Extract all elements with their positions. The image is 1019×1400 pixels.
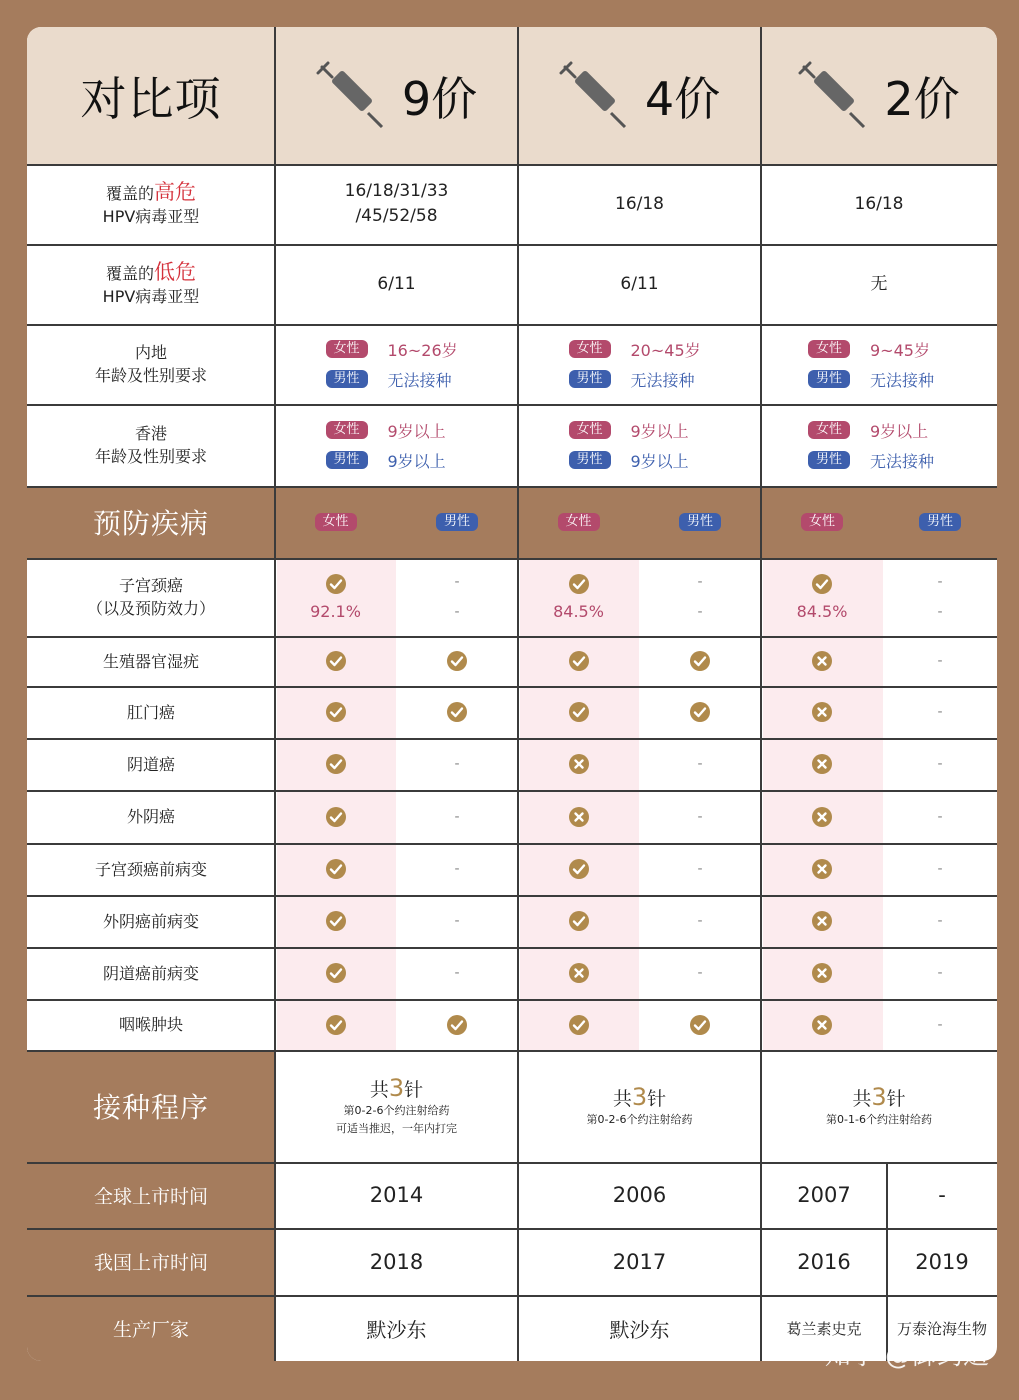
dose-count bbox=[370, 1074, 423, 1102]
check-icon bbox=[326, 859, 346, 879]
dose-suffix: 针 bbox=[886, 1088, 906, 1110]
cross-icon bbox=[812, 702, 832, 722]
header-col-label: 2价 bbox=[884, 71, 960, 126]
disease-mark bbox=[518, 999, 639, 1050]
label-line: 年龄及性别要求 bbox=[94, 447, 207, 466]
female-badge: 女性 bbox=[315, 513, 357, 531]
disease-mark bbox=[883, 790, 997, 843]
dash: - bbox=[937, 965, 943, 981]
divider bbox=[27, 895, 997, 897]
divider bbox=[27, 1228, 997, 1230]
high-risk-2: 16/18 bbox=[854, 193, 904, 214]
check-icon bbox=[690, 702, 710, 722]
dose-number: 3 bbox=[631, 1083, 648, 1111]
female-badge: 女性 bbox=[569, 421, 611, 439]
female-req: 9岁以上 bbox=[630, 421, 689, 441]
manufacturer-2a: 葛兰素史克 bbox=[786, 1319, 862, 1338]
disease-mark bbox=[761, 999, 883, 1050]
male-req: 无法接种 bbox=[387, 370, 452, 390]
china-launch-row bbox=[27, 1228, 997, 1295]
prevention-band bbox=[27, 486, 997, 558]
male-badge: 男性 bbox=[326, 451, 368, 469]
disease-mark bbox=[639, 790, 761, 843]
hongkong-row bbox=[27, 404, 997, 486]
schedule-note: 可适当推迟，一年内打完 bbox=[336, 1122, 457, 1135]
syringe-icon bbox=[559, 61, 629, 131]
divider bbox=[27, 404, 997, 406]
cervical-row bbox=[27, 558, 997, 636]
check-icon bbox=[447, 651, 467, 671]
cervical-9-f bbox=[275, 558, 396, 636]
disease-mark bbox=[761, 738, 883, 790]
hongkong-4 bbox=[518, 404, 761, 486]
dose-prefix: 共 bbox=[852, 1088, 872, 1110]
global-launch-label: 全球上市时间 bbox=[27, 1162, 275, 1228]
high-risk-4: 16/18 bbox=[615, 193, 664, 214]
header-row bbox=[27, 27, 997, 164]
divider bbox=[27, 843, 997, 845]
check-icon bbox=[569, 651, 589, 671]
value-line: 16/18/31/33 bbox=[344, 181, 449, 201]
dash: - bbox=[454, 756, 460, 772]
disease-mark bbox=[275, 999, 396, 1050]
schedule-title-cell bbox=[27, 1050, 275, 1162]
male-badge: 男性 bbox=[808, 451, 850, 469]
male-badge: 男性 bbox=[679, 513, 721, 531]
divider bbox=[27, 636, 997, 638]
divider bbox=[27, 486, 997, 488]
cross-icon bbox=[569, 807, 589, 827]
disease-row bbox=[27, 999, 997, 1050]
check-icon bbox=[812, 574, 832, 594]
low-risk-row bbox=[27, 244, 997, 324]
cervical-4-m bbox=[639, 558, 761, 636]
label-line: 内地 bbox=[134, 343, 167, 362]
divider bbox=[27, 558, 997, 560]
dash: - bbox=[697, 604, 703, 620]
male-req: 无法接种 bbox=[870, 370, 935, 390]
check-icon bbox=[569, 574, 589, 594]
col-female-4 bbox=[518, 486, 639, 558]
disease-mark bbox=[396, 999, 518, 1050]
cross-icon bbox=[812, 963, 832, 983]
male-req: 无法接种 bbox=[630, 370, 695, 390]
dash: - bbox=[937, 913, 943, 929]
dash: - bbox=[454, 604, 460, 620]
divider bbox=[27, 1162, 997, 1164]
manufacturer-2b: 万泰沧海生物 bbox=[896, 1319, 987, 1338]
check-icon bbox=[326, 1015, 346, 1035]
female-badge: 女性 bbox=[326, 421, 368, 439]
low-risk-4: 6/11 bbox=[620, 273, 659, 294]
disease-label: 咽喉肿块 bbox=[118, 1015, 183, 1034]
divider bbox=[27, 999, 997, 1001]
disease-mark bbox=[518, 790, 639, 843]
female-badge: 女性 bbox=[326, 340, 368, 358]
col-male-2 bbox=[883, 486, 997, 558]
disease-mark bbox=[883, 947, 997, 999]
check-icon bbox=[326, 807, 346, 827]
disease-mark bbox=[639, 636, 761, 686]
dash: - bbox=[454, 808, 460, 825]
disease-row bbox=[27, 686, 997, 738]
female-badge: 女性 bbox=[558, 513, 600, 531]
label-line: 年龄及性别要求 bbox=[94, 366, 207, 385]
divider bbox=[27, 947, 997, 949]
disease-mark bbox=[761, 790, 883, 843]
check-icon bbox=[326, 702, 346, 722]
male-badge: 男性 bbox=[919, 513, 961, 531]
disease-mark bbox=[518, 895, 639, 947]
divider bbox=[27, 324, 997, 326]
divider bbox=[760, 27, 762, 1361]
disease-mark bbox=[761, 636, 883, 686]
disease-label: 阴道癌 bbox=[126, 754, 175, 774]
disease-row bbox=[27, 895, 997, 947]
divider bbox=[27, 790, 997, 792]
cervical-9-m bbox=[396, 558, 518, 636]
value-line: /45/52/58 bbox=[355, 206, 438, 226]
female-req: 9岁以上 bbox=[387, 421, 446, 441]
cross-icon bbox=[812, 651, 832, 671]
efficacy-value: 84.5% bbox=[553, 601, 604, 621]
high-risk-label bbox=[27, 164, 275, 244]
disease-mark bbox=[518, 636, 639, 686]
efficacy-value: 84.5% bbox=[796, 601, 848, 621]
high-risk-em: 高危 bbox=[154, 179, 196, 204]
male-req: 无法接种 bbox=[870, 451, 935, 471]
schedule-sub: 第0-2-6个约注射给药 bbox=[343, 1104, 450, 1117]
dash: - bbox=[697, 965, 703, 981]
disease-mark bbox=[639, 738, 761, 790]
dash: - bbox=[454, 574, 460, 590]
male-badge: 男性 bbox=[808, 370, 850, 388]
china-launch-2a: 2016 bbox=[797, 1249, 851, 1274]
disease-mark bbox=[883, 895, 997, 947]
female-badge: 女性 bbox=[808, 340, 850, 358]
col-male-4 bbox=[639, 486, 761, 558]
disease-mark bbox=[639, 843, 761, 895]
high-risk-row bbox=[27, 164, 997, 244]
schedule-row bbox=[27, 1050, 997, 1162]
disease-mark bbox=[761, 947, 883, 999]
divider bbox=[27, 244, 997, 246]
male-req: 9岁以上 bbox=[387, 451, 446, 471]
cross-icon bbox=[569, 754, 589, 774]
cervical-label bbox=[27, 558, 275, 636]
divider bbox=[517, 27, 519, 1361]
divider bbox=[27, 164, 997, 166]
manufacturer-4: 默沙东 bbox=[609, 1317, 670, 1342]
col-male-9 bbox=[396, 486, 518, 558]
schedule-sub: 第0-2-6个约注射给药 bbox=[586, 1113, 693, 1126]
disease-label: 外阴癌 bbox=[126, 807, 175, 826]
cross-icon bbox=[812, 911, 832, 931]
schedule-sub: 第0-1-6个约注射给药 bbox=[826, 1113, 932, 1126]
low-risk-label bbox=[27, 244, 275, 324]
dose-number: 3 bbox=[871, 1083, 887, 1111]
disease-mark bbox=[396, 738, 518, 790]
dash: - bbox=[454, 861, 460, 877]
global-launch-2a: 2007 bbox=[797, 1183, 851, 1207]
cross-icon bbox=[812, 807, 832, 827]
disease-mark bbox=[396, 686, 518, 738]
disease-label: 生殖器官湿疣 bbox=[102, 651, 199, 671]
dash: - bbox=[697, 913, 703, 929]
dash: - bbox=[937, 861, 943, 877]
check-icon bbox=[569, 911, 589, 931]
dose-number: 3 bbox=[388, 1074, 405, 1102]
watermark: 知乎 @御约道 bbox=[824, 1341, 989, 1371]
comparison-table bbox=[27, 27, 997, 1361]
hongkong-9 bbox=[275, 404, 518, 486]
label-line: 香港 bbox=[134, 424, 167, 443]
disease-mark bbox=[639, 686, 761, 738]
check-icon bbox=[326, 651, 346, 671]
disease-mark bbox=[275, 636, 396, 686]
prevention-title-cell bbox=[27, 486, 275, 558]
label-suffix: HPV病毒亚型 bbox=[102, 286, 200, 306]
label-suffix: HPV病毒亚型 bbox=[102, 206, 200, 226]
disease-mark bbox=[883, 636, 997, 686]
check-icon bbox=[690, 1015, 710, 1035]
disease-mark bbox=[761, 843, 883, 895]
dash: - bbox=[937, 756, 943, 772]
female-badge: 女性 bbox=[808, 421, 850, 439]
disease-mark bbox=[275, 790, 396, 843]
check-icon bbox=[447, 702, 467, 722]
disease-mark bbox=[761, 895, 883, 947]
label-line: 子宫颈癌 bbox=[118, 576, 183, 595]
mainland-4 bbox=[518, 324, 761, 404]
dose-prefix: 共 bbox=[612, 1088, 632, 1110]
disease-mark bbox=[275, 843, 396, 895]
dash: - bbox=[937, 1016, 943, 1033]
dash: - bbox=[697, 756, 703, 772]
disease-mark bbox=[883, 738, 997, 790]
disease-mark bbox=[275, 895, 396, 947]
manufacturer-label: 生产厂家 bbox=[27, 1295, 275, 1361]
schedule-4 bbox=[518, 1050, 761, 1162]
check-icon bbox=[326, 911, 346, 931]
divider bbox=[27, 686, 997, 688]
hongkong-2 bbox=[761, 404, 997, 486]
disease-mark bbox=[639, 895, 761, 947]
prevention-title: 预防疾病 bbox=[92, 507, 209, 540]
col-female-9 bbox=[275, 486, 396, 558]
dash: - bbox=[937, 604, 943, 620]
check-icon bbox=[326, 754, 346, 774]
mainland-9 bbox=[275, 324, 518, 404]
divider bbox=[886, 1162, 888, 1361]
male-badge: 男性 bbox=[569, 370, 611, 388]
disease-mark bbox=[518, 843, 639, 895]
male-req: 9岁以上 bbox=[630, 451, 689, 471]
disease-mark bbox=[396, 843, 518, 895]
high-risk-9 bbox=[275, 164, 518, 244]
dose-count bbox=[852, 1083, 905, 1111]
disease-mark bbox=[639, 999, 761, 1050]
syringe-icon bbox=[316, 61, 386, 131]
dash: - bbox=[454, 913, 460, 929]
dash: - bbox=[697, 574, 703, 590]
dash: - bbox=[697, 808, 703, 825]
divider bbox=[27, 738, 997, 740]
china-launch-9: 2018 bbox=[369, 1249, 424, 1274]
cross-icon bbox=[812, 859, 832, 879]
cross-icon bbox=[812, 754, 832, 774]
dash: - bbox=[937, 704, 943, 720]
header-col-9 bbox=[275, 27, 518, 164]
disease-mark bbox=[396, 636, 518, 686]
cervical-2-m bbox=[883, 558, 997, 636]
check-icon bbox=[569, 702, 589, 722]
dash: - bbox=[697, 861, 703, 877]
disease-mark bbox=[883, 843, 997, 895]
china-launch-4: 2017 bbox=[612, 1249, 667, 1274]
male-badge: 男性 bbox=[569, 451, 611, 469]
disease-label: 阴道癌前病变 bbox=[102, 963, 199, 983]
disease-label: 子宫颈癌前病变 bbox=[94, 859, 207, 879]
disease-mark bbox=[396, 790, 518, 843]
divider bbox=[27, 1050, 997, 1052]
dash: - bbox=[937, 574, 943, 590]
col-female-2 bbox=[761, 486, 883, 558]
dash: - bbox=[454, 965, 460, 981]
check-icon bbox=[569, 1015, 589, 1035]
disease-label: 外阴癌前病变 bbox=[102, 911, 199, 931]
low-risk-2: 无 bbox=[870, 273, 888, 294]
female-req: 20~45岁 bbox=[630, 340, 701, 360]
global-launch-9: 2014 bbox=[369, 1183, 424, 1207]
disease-mark bbox=[883, 999, 997, 1050]
male-badge: 男性 bbox=[326, 370, 368, 388]
mainland-label bbox=[27, 324, 275, 404]
disease-mark bbox=[396, 895, 518, 947]
disease-mark bbox=[396, 947, 518, 999]
divider bbox=[27, 1295, 997, 1297]
check-icon bbox=[447, 1015, 467, 1035]
disease-mark bbox=[639, 947, 761, 999]
divider bbox=[274, 27, 276, 1361]
dose-suffix: 针 bbox=[647, 1088, 667, 1110]
label-prefix: 覆盖的 bbox=[105, 183, 154, 203]
disease-mark bbox=[518, 738, 639, 790]
header-col-4 bbox=[518, 27, 761, 164]
efficacy-value: 92.1% bbox=[310, 601, 361, 621]
schedule-2 bbox=[761, 1050, 997, 1162]
female-req: 9~45岁 bbox=[870, 340, 930, 360]
disease-mark bbox=[275, 947, 396, 999]
dose-suffix: 针 bbox=[404, 1079, 424, 1101]
mainland-2 bbox=[761, 324, 997, 404]
header-title: 对比项 bbox=[80, 71, 222, 126]
china-launch-label: 我国上市时间 bbox=[27, 1228, 275, 1295]
disease-row bbox=[27, 790, 997, 843]
low-risk-9: 6/11 bbox=[377, 273, 416, 294]
dose-prefix: 共 bbox=[369, 1079, 389, 1101]
global-launch-row bbox=[27, 1162, 997, 1228]
disease-row bbox=[27, 636, 997, 686]
disease-row bbox=[27, 738, 997, 790]
disease-mark bbox=[518, 686, 639, 738]
cervical-4-f bbox=[518, 558, 639, 636]
schedule-9 bbox=[275, 1050, 518, 1162]
dash: - bbox=[937, 653, 943, 669]
china-launch-2b: 2019 bbox=[915, 1249, 969, 1274]
female-badge: 女性 bbox=[569, 340, 611, 358]
cervical-2-f bbox=[761, 558, 883, 636]
dose-count bbox=[613, 1083, 666, 1111]
manufacturer-9: 默沙东 bbox=[366, 1317, 427, 1342]
header-title-cell bbox=[27, 27, 275, 164]
label-line: （以及预防效力） bbox=[86, 599, 215, 618]
global-launch-4: 2006 bbox=[612, 1183, 667, 1207]
female-badge: 女性 bbox=[801, 513, 843, 531]
disease-mark bbox=[275, 686, 396, 738]
check-icon bbox=[569, 859, 589, 879]
global-launch-2b: - bbox=[938, 1183, 946, 1207]
check-icon bbox=[690, 651, 710, 671]
disease-label: 肛门癌 bbox=[126, 702, 175, 722]
syringe-icon bbox=[798, 61, 868, 131]
header-col-label: 4价 bbox=[644, 71, 721, 126]
disease-row bbox=[27, 947, 997, 999]
female-req: 9岁以上 bbox=[870, 421, 929, 441]
header-col-2 bbox=[761, 27, 997, 164]
disease-row bbox=[27, 843, 997, 895]
male-badge: 男性 bbox=[436, 513, 478, 531]
low-risk-em: 低危 bbox=[154, 259, 196, 284]
check-icon bbox=[326, 574, 346, 594]
disease-mark bbox=[883, 686, 997, 738]
cross-icon bbox=[812, 1015, 832, 1035]
mainland-row bbox=[27, 324, 997, 404]
cross-icon bbox=[569, 963, 589, 983]
female-req: 16~26岁 bbox=[387, 340, 458, 360]
hongkong-label bbox=[27, 404, 275, 486]
check-icon bbox=[326, 963, 346, 983]
disease-mark bbox=[275, 738, 396, 790]
header-col-label: 9价 bbox=[401, 71, 478, 126]
disease-mark bbox=[518, 947, 639, 999]
disease-area bbox=[27, 558, 997, 1050]
dash: - bbox=[937, 808, 943, 825]
disease-mark bbox=[761, 686, 883, 738]
label-prefix: 覆盖的 bbox=[105, 263, 154, 283]
schedule-title: 接种程序 bbox=[92, 1091, 209, 1124]
